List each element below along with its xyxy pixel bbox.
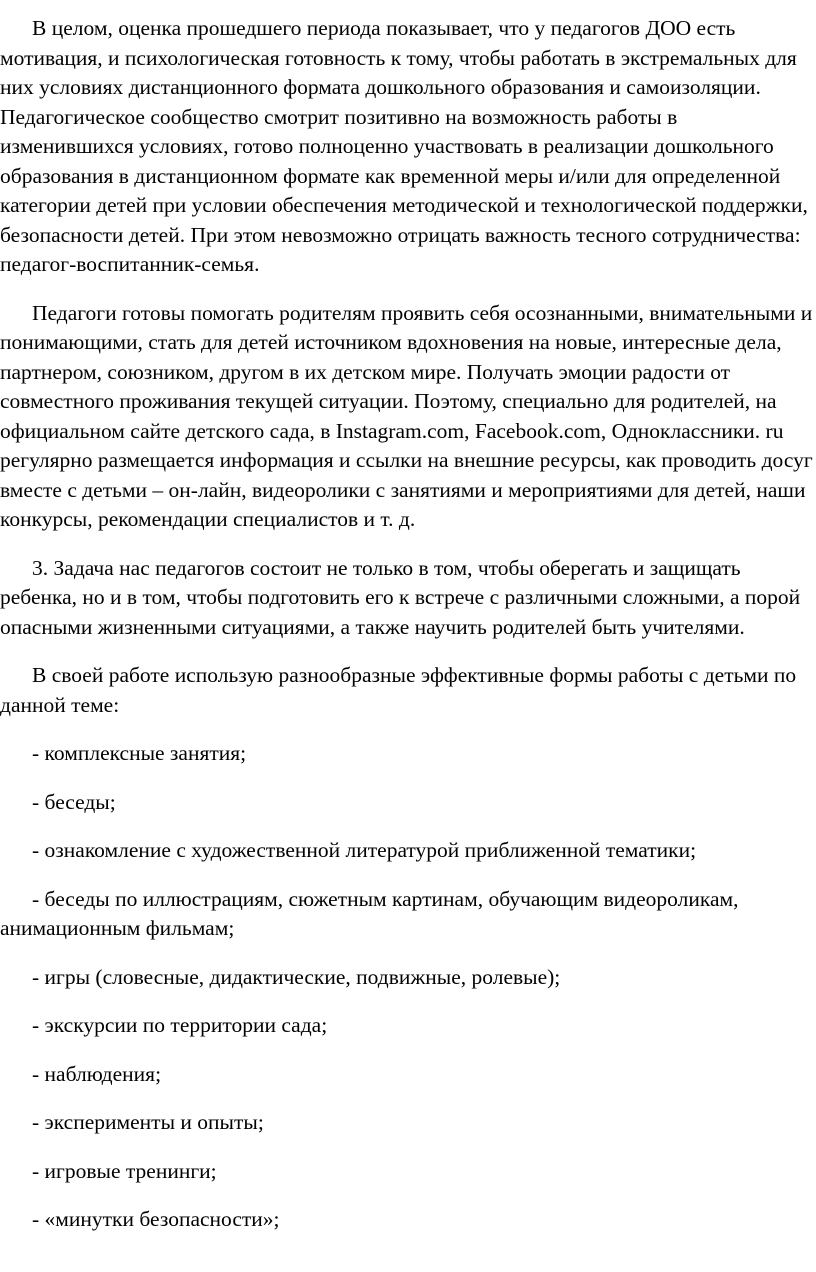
paragraph-work-forms-intro: В своей работе использую разнообразные эффективные формы работы с детьми по данной теме: xyxy=(0,663,797,717)
work-forms-list xyxy=(0,739,816,1235)
list-item: - экскурсии по территории сада; xyxy=(32,1013,328,1037)
list-item: - игровые тренинги; xyxy=(32,1158,217,1183)
list-item: - ознакомление с художественной литературой приближенной тематики; xyxy=(32,838,697,862)
paragraph-parents-support: Педагоги готовы помогать родителям проявить себя осознанными, внимательными и понимающими, стать для детей источником вдохновения на новые, интересные дела, партнером, союзником, другом в их детском мире. Получать эмоции радости от совместного проживания текущей ситуации. Поэтому, специально для родителей, на официальном сайте детского сада, в Instagram.com, Facebook.com, Одноклассники. ru регулярно размещается информация и ссылки на внешние ресурсы, как проводить досуг вместе с детьми – он-лайн, видеоролики с занятиями и мероприятиями для детей, наши конкурсы, рекомендации специалистов и т. д. xyxy=(0,300,813,531)
list-item: - наблюдения; xyxy=(32,1061,162,1086)
list-item: - игры (словесные, дидактические, подвижные, ролевые); xyxy=(32,964,561,989)
list-item: - эксперименты и опыты; xyxy=(32,1110,264,1134)
list-item: - беседы по иллюстрациям, сюжетным картинам, обучающим видеороликам, анимационным фильмам; xyxy=(0,886,739,940)
paragraph-teacher-task: 3. Задача нас педагогов состоит не только в том, чтобы оберегать и защищать ребенка, но и в том, чтобы подготовить его к встрече с различными сложными, а порой опасными жизненными ситуациями, а также научить родителей быть учителями. xyxy=(0,555,801,639)
list-item: - комплексные занятия; xyxy=(32,741,247,765)
list-item: - беседы; xyxy=(32,789,116,814)
paragraph-assessment: В целом, оценка прошедшего периода показывает, что у педагогов ДОО есть мотивация, и психологическая готовность к тому, чтобы работать в экстремальных для них условиях дистанционного формата дошкольного образования и самоизоляции. Педагогическое сообщество смотрит позитивно на возможность работы в изменившихся условиях, готово полноценно участвовать в реализации дошкольного образования в дистанционном формате как временной меры и/или для определенной категории детей при условии обеспечения методической и технологической поддержки, безопасности детей. При этом невозможно отрицать важность тесного сотрудничества: педагог-воспитанник-семья. xyxy=(0,16,808,276)
list-item: - «минутки безопасности»; xyxy=(32,1207,280,1231)
